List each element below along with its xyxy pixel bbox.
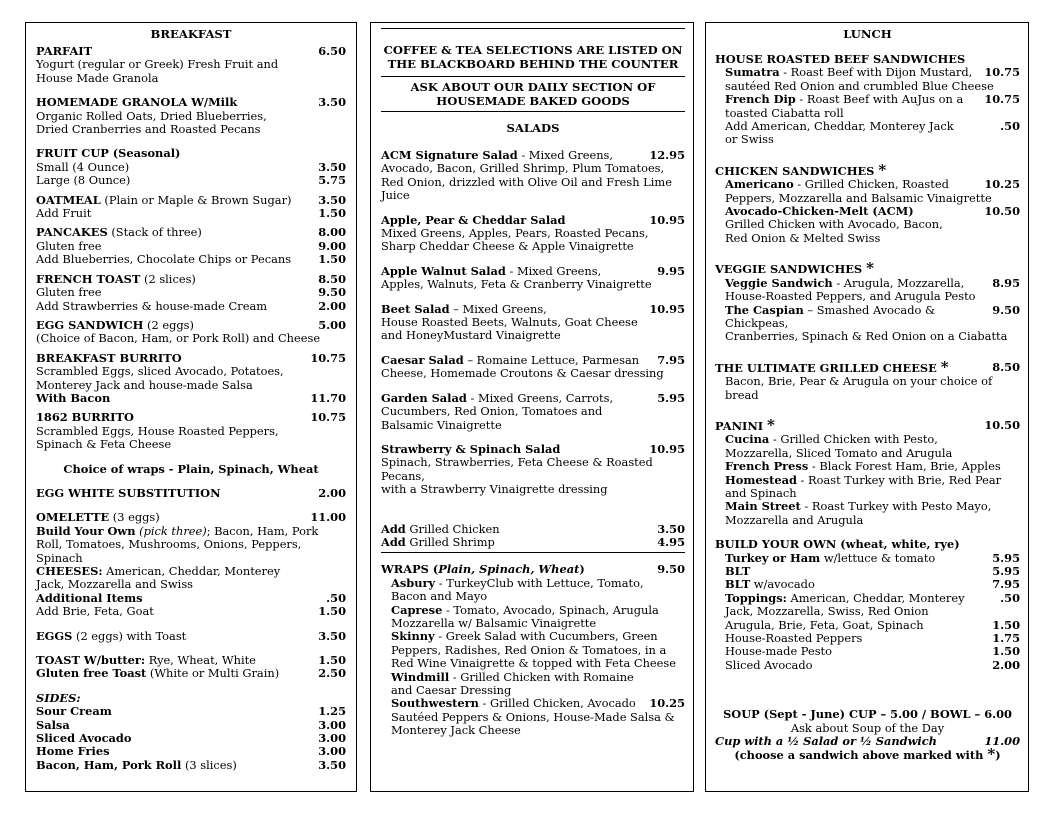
menu-item-fruit-cup: FRUIT CUP (Seasonal) [36,146,181,161]
byo-blt: BLT 5.95 [725,564,1020,578]
wraps-choice-note: Choice of wraps - Plain, Spinach, Wheat [63,461,319,476]
byo-toppings: Toppings: American, Cheddar, Monterey .50 [725,590,1020,605]
breakfast-panel [25,22,357,792]
sandwich-acm: Avocado-Chicken-Melt (ACM) 10.50 [725,204,1020,219]
side-item: Salsa 3.00 [36,717,346,732]
item-description: Mozzarella w/ Balsamic Vinaigrette [391,615,597,630]
menu-item-gf-toast: Gluten free Toast (White or Multi Grain) 2.50 [36,666,346,681]
menu-item-pancakes: PANCAKES (Stack of three) 8.00 [36,225,346,240]
item-description: Monterey Jack and house-made Salsa [36,377,253,392]
salad-add-chicken: Add Grilled Chicken 3.50 [381,521,685,536]
salad-caesar: Caesar Salad – Romaine Lettuce, Parmesan 7.95 [381,352,685,367]
item-description: Spinach & Feta Cheese [36,437,172,452]
item-description: House Made Granola [36,70,159,85]
coffee-note: COFFEE & TEA SELECTIONS ARE LISTED ON [383,43,683,57]
menu-option: Gluten free 9.50 [36,285,346,300]
menu-option: Gluten free 9.00 [36,238,346,253]
menu-item-egg-white: EGG WHITE SUBSTITUTION 2.00 [36,485,346,500]
side-item: Sour Cream 1.25 [36,704,346,719]
menu-item-omelette: OMELETTE (3 eggs) 11.00 [36,510,346,525]
wraps-title: WRAPS (Plain, Spinach, Wheat) 9.50 [381,562,685,577]
menu-item-granola: HOMEMADE GRANOLA W/Milk 3.50 [36,95,346,110]
menu-option: With Bacon 11.70 [36,390,346,405]
item-description: Sautéed Peppers & Onions, House-Made Salsa & [391,709,675,724]
wrap-windmill: Windmill - Grilled Chicken with Romaine [391,669,634,684]
menu-option: House-Roasted Peppers 1.75 [725,631,1020,646]
item-description: House Roasted Beets, Walnuts, Goat Cheese [381,315,638,330]
panini-french-press: French Press - Black Forest Ham, Brie, Apples [725,459,1001,474]
menu-option: Additional Items .50 [36,590,346,605]
soup-ask: Ask about Soup of the Day [790,720,945,735]
item-description: Scrambled Eggs, sliced Avocado, Potatoes, [36,364,284,379]
baked-goods-note: ASK ABOUT OUR DAILY SECTION OF [410,80,656,94]
item-description: Sharp Cheddar Cheese & Apple Vinaigrette [381,239,634,254]
section-beef-sandwiches: HOUSE ROASTED BEEF SANDWICHES [715,52,966,66]
menu-item-egg-sandwich: EGG SANDWICH (2 eggs) 5.00 [36,317,346,332]
salad-apple-pear-cheddar: Apple, Pear & Cheddar Salad 10.95 [381,212,685,227]
menu-option: Add Fruit 1.50 [36,206,346,221]
item-description: with a Strawberry Vinaigrette dressing [381,482,608,497]
menu-option: Arugula, Brie, Feta, Goat, Spinach 1.50 [725,617,1020,632]
menu-item-1862-burrito: 1862 BURRITO 10.75 [36,410,346,425]
item-description: and Caesar Dressing [391,683,512,697]
menu-item-eggs: EGGS (2 eggs) with Toast 3.50 [36,628,346,643]
item-description: Grilled Chicken with Avocado, Bacon, [725,217,943,232]
wrap-asbury: Asbury - TurkeyClub with Lettuce, Tomato, [391,575,644,590]
salad-strawberry-spinach: Strawberry & Spinach Salad 10.95 [381,441,685,456]
menu-option: Add Brie, Feta, Goat 1.50 [36,604,346,619]
salad-apple-walnut: Apple Walnut Salad - Mixed Greens, 9.95 [381,263,685,278]
item-description: and HoneyMustard Vinaigrette [381,328,561,343]
item-description: Cranberries, Spinach & Red Onion on a Ciabatta [725,329,1008,344]
soup-line: SOUP (Sept - June) CUP – 5.00 / BOWL – 6.00 [723,707,1012,722]
salads-title: SALADS [506,121,560,135]
item-description: Peppers, Mozzarella and Balsamic Vinaigrette [725,190,992,205]
menu-option: Large (8 Ounce) 5.75 [36,173,346,188]
item-description: Scrambled Eggs, House Roasted Peppers, [36,423,279,438]
lunch-title: LUNCH [843,27,892,41]
sandwich-caspian: The Caspian – Smashed Avocado & Chickpeas, 9.50 [725,302,1020,330]
side-item: Bacon, Ham, Pork Roll (3 slices) 3.50 [36,757,346,772]
menu-item-french-toast: FRENCH TOAST (2 slices) 8.50 [36,271,346,286]
salad-beet: Beet Salad – Mixed Greens, 10.95 [381,301,685,316]
item-description: Red Onion, drizzled with Olive Oil and Fresh Lime Juice [381,174,672,203]
panini-cucina: Cucina - Grilled Chicken with Pesto, [725,432,938,447]
sandwich-americano: Americano - Grilled Chicken, Roasted 10.25 [725,177,1020,192]
item-description: Cucumbers, Red Onion, Tomatoes and [381,404,603,419]
item-description: Mixed Greens, Apples, Pears, Roasted Pecans, [381,226,649,241]
byo-turkey-ham: Turkey or Ham w/lettuce & tomato 5.95 [725,550,1020,565]
menu-item-toast: TOAST W/butter: Rye, Wheat, White 1.50 [36,653,346,668]
baked-goods-note: HOUSEMADE BAKED GOODS [436,94,630,108]
item-description: toasted Ciabatta roll [725,105,844,120]
sandwich-veggie: Veggie Sandwich - Arugula, Mozzarella, 8.95 [725,275,1020,290]
cup-combo: Cup with a ½ Salad or ½ Sandwich 11.00 [715,734,1020,749]
item-description: Avocado, Bacon, Grilled Shrimp, Plum Tomatoes, [381,161,665,176]
menu-item-oatmeal: OATMEAL (Plain or Maple & Brown Sugar) 3.50 [36,192,346,207]
item-description: Bacon and Mayo [391,589,488,604]
salads-panel [370,22,694,792]
item-description: Bacon, Brie, Pear & Arugula on your choice of bread [725,374,993,402]
breakfast-title: BREAKFAST [150,27,232,41]
section-chicken-sandwiches: CHICKEN SANDWICHES * [715,160,887,179]
item-description: Organic Rolled Oats, Dried Blueberries, [36,108,267,123]
menu-option: Add American, Cheddar, Monterey Jack .50 [725,119,1020,134]
item-description: sautéed Red Onion and crumbled Blue Cheese [725,78,994,93]
item-description: Jack, Mozzarella, Swiss, Red Onion [725,604,929,619]
menu-option: Add Strawberries & house-made Cream 2.00 [36,298,346,313]
item-description: House-Roasted Peppers, and Arugula Pesto [725,289,976,304]
asterisk-mark: * [866,259,874,278]
item-description: Monterey Jack Cheese [391,723,521,738]
wrap-caprese: Caprese - Tomato, Avocado, Spinach, Arugula [391,602,659,617]
item-description: Spinach, Strawberries, Feta Cheese & Roasted Pecans, [381,455,653,483]
menu-option: House-made Pesto 1.50 [725,644,1020,659]
salad-garden: Garden Salad - Mixed Greens, Carrots, 5.95 [381,390,685,405]
item-description: Peppers, Radishes, Red Onion & Tomatoes, in a [391,642,667,657]
item-description: (Choice of Bacon, Ham, or Pork Roll) and Cheese [36,331,321,346]
item-description: Jack, Mozzarella and Swiss [36,577,194,592]
salad-acm-signature: ACM Signature Salad - Mixed Greens, 12.95 [381,148,685,162]
salad-add-shrimp: Add Grilled Shrimp 4.95 [381,534,685,549]
sides-title: SIDES: [36,690,81,705]
item-description: Mozzarella, Sliced Tomato and Arugula [725,445,953,460]
item-description: Balsamic Vinaigrette [381,417,502,432]
sandwich-sumatra: Sumatra - Roast Beef with Dijon Mustard, 10.75 [725,65,1020,80]
item-description: Red Wine Vinaigrette & topped with Feta Cheese [391,656,676,671]
section-veggie-sandwiches: VEGGIE SANDWICHES * [715,259,874,278]
asterisk-mark: * [940,357,949,376]
side-item: Home Fries 3.00 [36,744,346,759]
panini-main-street: Main Street - Roast Turkey with Pesto Mayo, [725,499,992,514]
section-build-your-own: BUILD YOUR OWN (wheat, white, rye) [715,537,960,552]
item-description: and Spinach [725,485,797,500]
item-description: or Swiss [725,132,774,147]
wrap-skinny: Skinny - Greek Salad with Cucumbers, Green [391,629,658,644]
item-description: Build Your Own (pick three); Bacon, Ham, Pork [36,523,319,538]
menu-item-breakfast-burrito: BREAKFAST BURRITO 10.75 [36,350,346,365]
item-description: Dried Cranberries and Roasted Pecans [36,122,261,137]
sandwich-french-dip: French Dip - Roast Beef with AuJus on a 10.75 [725,92,1020,107]
item-description: Yogurt (regular or Greek) Fresh Fruit and [36,57,279,72]
item-description: Mozzarella and Arugula [725,512,864,527]
item-description: Roll, Tomatoes, Mushrooms, Onions, Peppers, Spinach [36,537,302,565]
byo-blt-avocado: BLT w/avocado 7.95 [725,577,1020,592]
choose-note: (choose a sandwich above marked with *) [734,745,1001,764]
coffee-note: THE BLACKBOARD BEHIND THE COUNTER [387,57,679,71]
menu-option: Add Blueberries, Chocolate Chips or Pecans 1.50 [36,252,346,267]
lunch-panel [705,22,1029,792]
panini-homestead: Homestead - Roast Turkey with Brie, Red Pear [725,472,1002,487]
side-item: Sliced Avocado 3.00 [36,731,346,746]
item-description: Cheese, Homemade Croutons & Caesar dressing [381,366,664,381]
asterisk-mark: * [767,415,775,434]
menu-option: Small (4 Ounce) 3.50 [36,159,346,174]
asterisk-mark: * [878,160,887,179]
menu-option: Sliced Avocado 2.00 [725,657,1020,672]
asterisk-mark: * [987,745,996,764]
item-description: Red Onion & Melted Swiss [725,230,881,245]
wrap-southwestern: Southwestern - Grilled Chicken, Avocado 10.25 [391,696,685,711]
item-description: Apples, Walnuts, Feta & Cranberry Vinaigrette [381,277,652,292]
section-ultimate-grilled-cheese: THE ULTIMATE GRILLED CHEESE * 8.50 [715,357,1020,376]
section-panini: PANINI * 10.50 [715,415,1020,434]
item-description: CHEESES: American, Cheddar, Monterey [36,564,281,578]
menu-item-parfait: PARFAIT 6.50 [36,44,346,58]
